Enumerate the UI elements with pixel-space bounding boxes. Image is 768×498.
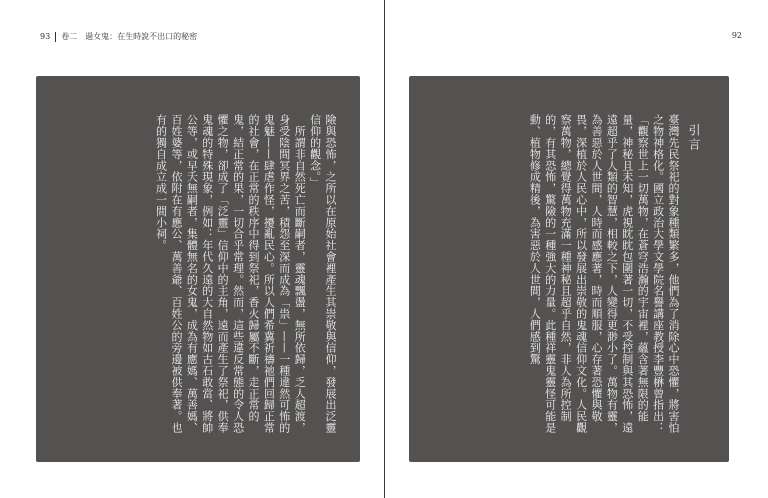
left-running-head — [40, 31, 197, 42]
section-heading: 引言 — [687, 124, 701, 152]
left-text-panel — [36, 76, 360, 462]
right-page-number: 92 — [731, 31, 742, 40]
right-page — [385, 0, 768, 498]
left-page-number: 93 — [40, 32, 51, 41]
right-text-panel — [409, 76, 729, 462]
left-paragraph-2: 所謂非自然死亡而斷嗣者，靈魂飄盪，無所依歸，乏人超渡，身受陰間冥界之苦，積怨至深而成為「祟」——一種違然可怖的鬼魅——肆虐作怪，擾亂民心。所以人們希冀祈禱祂們回歸正常的社會，在正常的秩序中得到祭祀，香火歸屬不斷，走正常的鬼，結正常的果，一切合乎常理。然而，這些違反常態的令人恐懼之物，卻成了「泛靈」信仰中的主角，遠而產生了祭祀，供奉鬼魂的特殊現象，例如：年代久遠的大自然物如古石敢當、將帥公等，或早夭無嗣者，集體無名的女鬼，成為有應媽、萬善媽、百姓婆等，依附在有應公、萬善爺、百姓公的旁邊被供奉著。也有的獨自成立成一間小祠。 — [154, 114, 307, 434]
left-body-text — [153, 114, 338, 434]
right-paragraph-1: 臺灣先民祭祀的對象種類繁多，他們為了消除心中恐懼，將害怕之物神格化。國立政治大學文學院名譽講座教授李豐楙曾指出：「觀察世上一切萬物，在蒼穹浩瀚的宇宙裡，蘊含著無限的能量，神秘且未知，虎視眈眈包圍著一切，不受控制與其恐怖，遠遠超乎了人類的智慧，相較之下，人變得更渺小了。萬物有靈，為善惡於人世間，人時而感應著，時而順服，心存著恐懼與敬畏，深植於人民心中，所以發展出崇敬的鬼魂信仰文化。人民觀察萬物，總覺得萬物充滿一種神秘且超乎自然，非人為所控制的，有其恐怖，驚險的一種強大的力量。此種祥靈鬼靈怪可能是動、植物修成精後，為害惡於人世間，人們感到驚 — [528, 114, 680, 434]
left-paragraph-1: 險與恐怖，之所以在原始社會裡產生其崇敬與信仰，發展出泛靈信仰的觀念。」 — [308, 114, 337, 434]
header-divider — [55, 32, 56, 42]
chapter-title: 卷二 過女鬼：在生時說不出口的秘密 — [61, 32, 198, 41]
right-body-text — [527, 114, 681, 434]
